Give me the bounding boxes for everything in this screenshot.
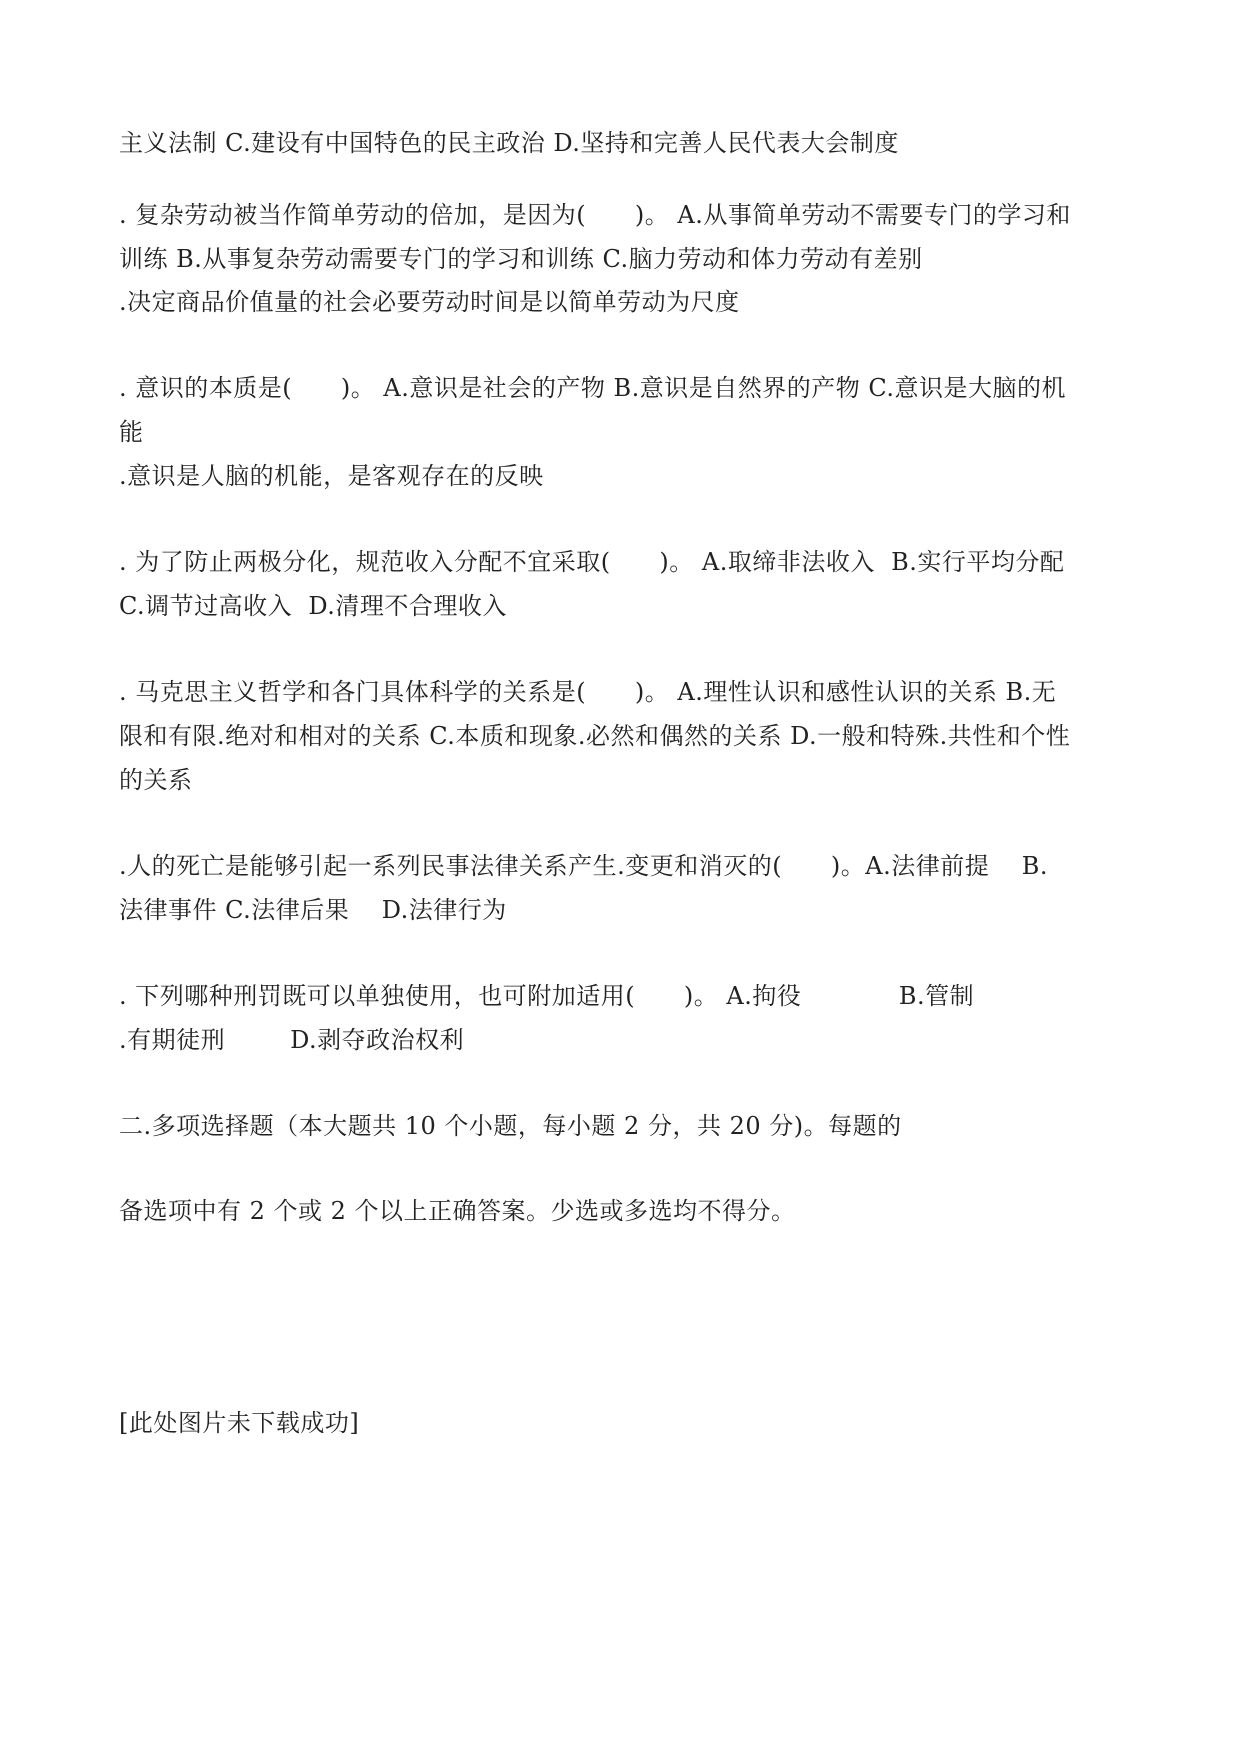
text-line-1: 主义法制 C.建设有中国特色的民主政治 D.坚持和完善人民代表大会制度 <box>119 129 899 157</box>
question-consciousness-cont: 能 <box>119 418 144 446</box>
question-complex-labor-cont: 训练 B.从事复杂劳动需要专门的学习和训练 C.脑力劳动和体力劳动有差别 <box>119 245 923 273</box>
question-death-legal-cont: 法律事件 C.法律后果 D.法律行为 <box>119 896 507 924</box>
question-income-distribution: . 为了防止两极分化，规范收入分配不宜采取( )。 A.取缔非法收入 B.实行平均分配 <box>119 548 1065 576</box>
question-philosophy-science-end: 的关系 <box>119 766 193 794</box>
section-heading-multiple-choice: 二.多项选择题（本大题共 10 个小题，每小题 2 分，共 20 分)。每题的 <box>119 1112 902 1140</box>
image-placeholder-text: [此处图片未下载成功] <box>119 1409 360 1437</box>
question-penalty-cont: .有期徒刑 D.剥夺政治权利 <box>119 1026 465 1054</box>
question-consciousness-option-d: .意识是人脑的机能，是客观存在的反映 <box>119 462 544 490</box>
question-philosophy-science-cont: 限和有限.绝对和相对的关系 C.本质和现象.必然和偶然的关系 D.一般和特殊.共性和个性 <box>119 722 1071 750</box>
question-philosophy-science: . 马克思主义哲学和各门具体科学的关系是( )。 A.理性认识和感性认识的关系 B.无 <box>119 678 1057 706</box>
section-instructions: 备选项中有 2 个或 2 个以上正确答案。少选或多选均不得分。 <box>119 1197 796 1225</box>
question-complex-labor: . 复杂劳动被当作简单劳动的倍加，是因为( )。 A.从事简单劳动不需要专门的学习和 <box>119 201 1071 229</box>
question-complex-labor-option-d: .决定商品价值量的社会必要劳动时间是以简单劳动为尺度 <box>119 288 740 316</box>
question-consciousness: . 意识的本质是( )。 A.意识是社会的产物 B.意识是自然界的产物 C.意识是大脑的机 <box>119 374 1067 402</box>
question-penalty: . 下列哪种刑罚既可以单独使用，也可附加适用( )。 A.拘役 B.管制 <box>119 982 975 1010</box>
question-death-legal: .人的死亡是能够引起一系列民事法律关系产生.变更和消灭的( )。A.法律前提 B. <box>119 852 1048 880</box>
question-income-distribution-cont: C.调节过高收入 D.清理不合理收入 <box>119 592 507 620</box>
